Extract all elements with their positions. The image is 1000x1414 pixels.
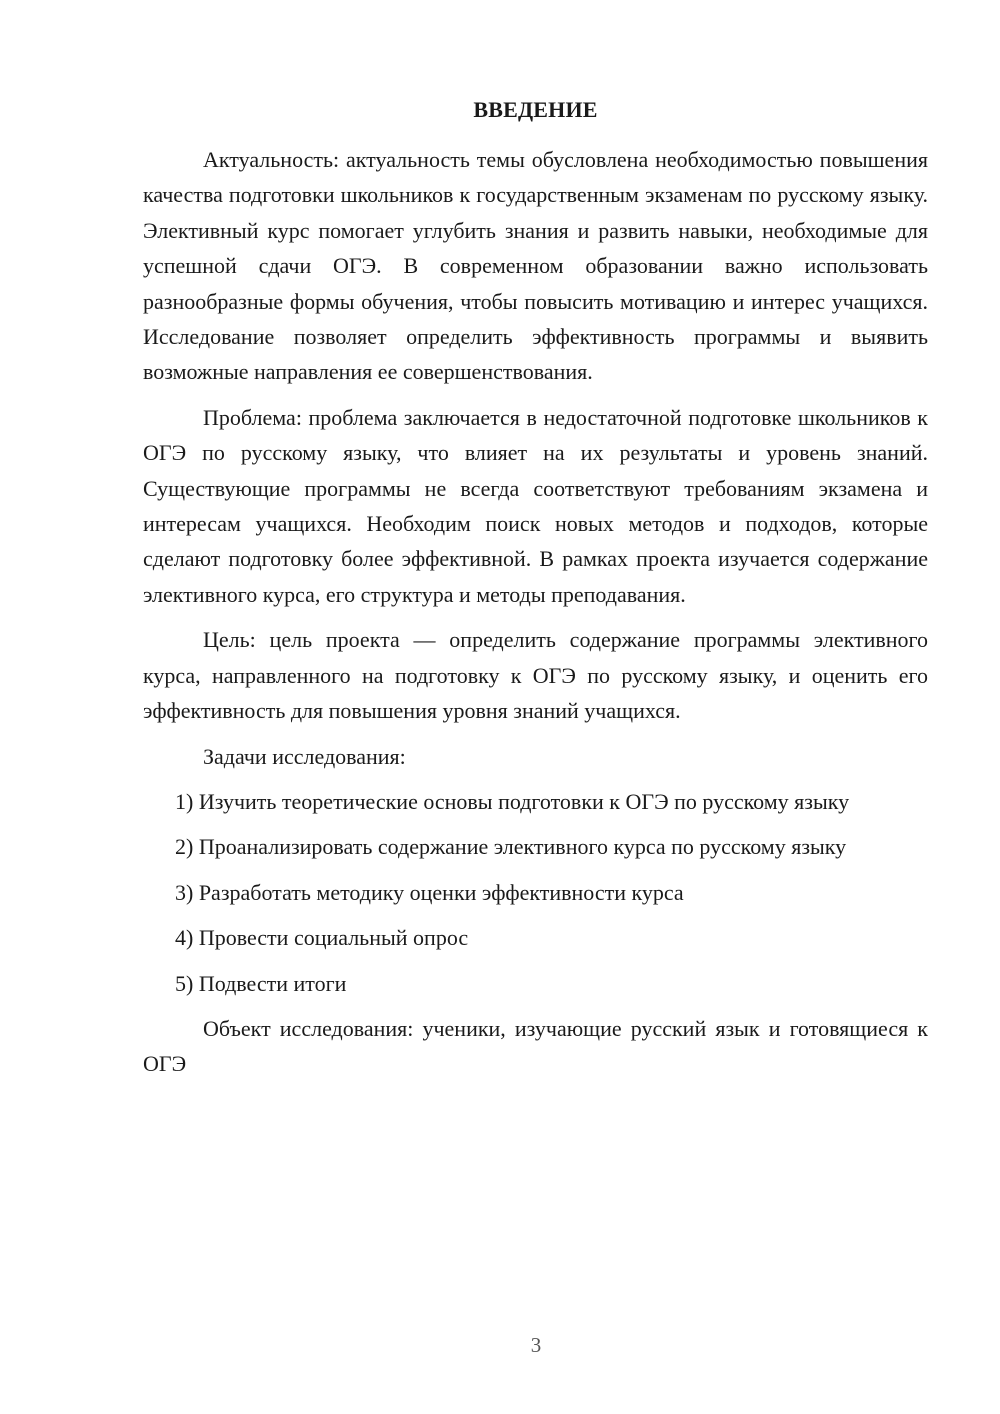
document-page: [143, 94, 928, 1092]
task-item: 3) Разработать методику оценки эффективности курса: [175, 879, 684, 905]
paragraph-problem: Проблема: проблема заключается в недостаточной подготовке школьников к ОГЭ по русскому языку, что влияет на их результаты и уровень знаний. Существующие программы не всегда соответствуют требованиям экзамена и интересам учащихся. Необходим поиск новых методов и подходов, которые сделают подготовку более эффективной. В рамках проекта изучается содержание элективного курса, его структура и методы преподавания.: [143, 404, 928, 607]
task-item: 2) Проанализировать содержание элективного курса по русскому языку: [175, 834, 847, 860]
section-title: ВВЕДЕНИЕ: [473, 97, 598, 122]
paragraph-goal: Цель: цель проекта — определить содержание программы элективного курса, направленного на подготовку к ОГЭ по русскому языку, и оценить его эффективность для повышения уровня знаний учащихся.: [143, 627, 928, 724]
task-item: 5) Подвести итоги: [175, 970, 347, 996]
task-item: 4) Провести социальный опрос: [175, 925, 469, 951]
page-number: 3: [530, 1333, 542, 1357]
paragraph-tasks-heading: Задачи исследования:: [203, 743, 406, 769]
paragraph-relevance: Актуальность: актуальность темы обусловлена необходимостью повышения качества подготовки школьников к государственным экзаменам по русскому языку. Элективный курс помогает углубить знания и развить навыки, необходимые для успешной сдачи ОГЭ. В современном образовании важно использовать разнообразные формы обучения, чтобы повысить мотивацию и интерес учащихся. Исследование позволяет определить эффективность программы и выявить возможные направления ее совершенствования.: [143, 147, 928, 385]
paragraph-object: Объект исследования: ученики, изучающие русский язык и готовящиеся к ОГЭ: [143, 1015, 928, 1077]
task-item: 1) Изучить теоретические основы подготовки к ОГЭ по русскому языку: [175, 788, 850, 814]
